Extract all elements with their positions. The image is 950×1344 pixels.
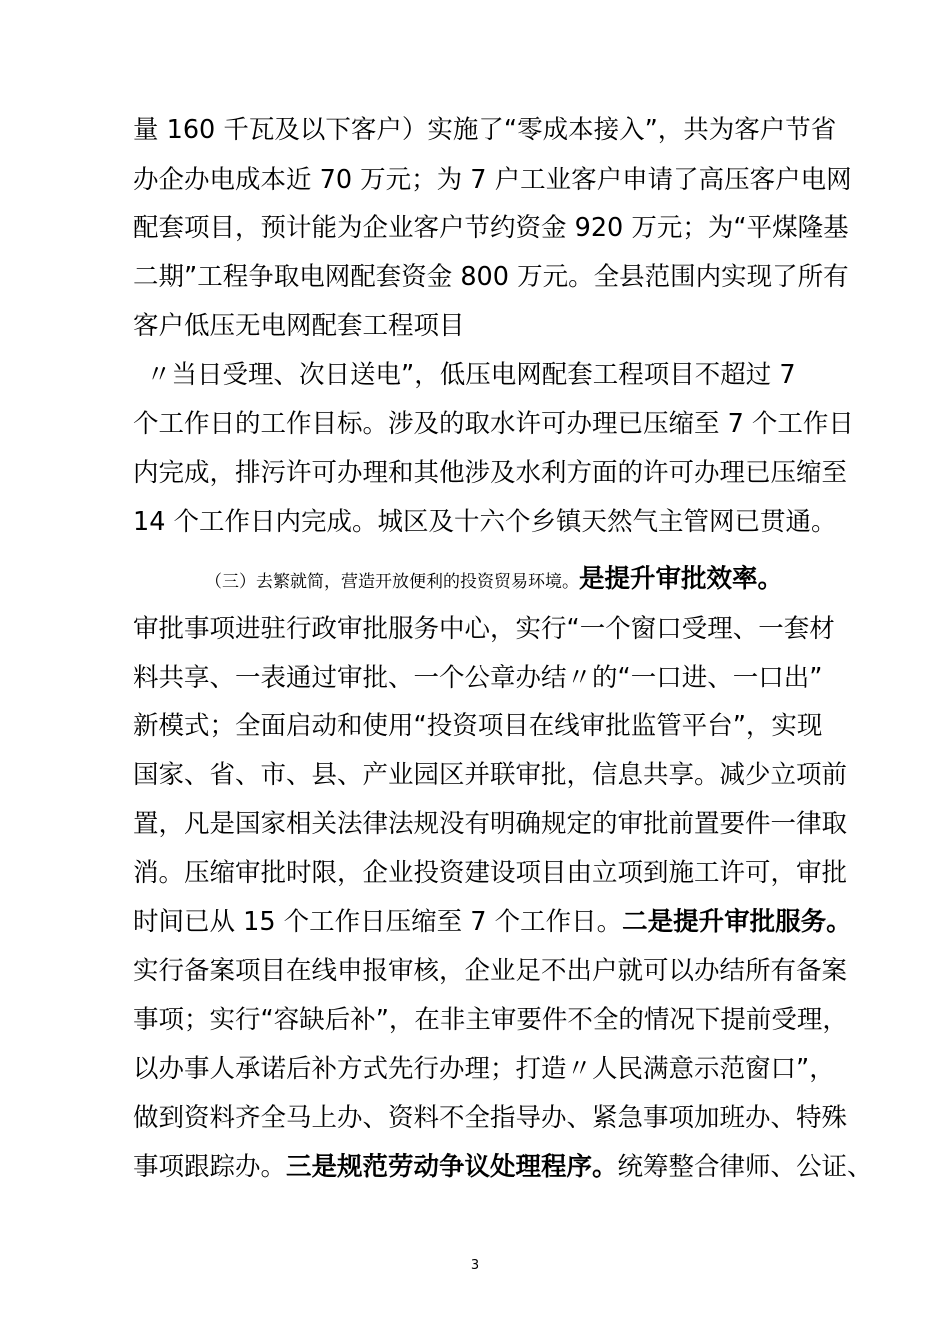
section-heading: （三）去繁就简，营造开放便利的投资贸易环境。 <box>205 572 579 592</box>
text-segment: 事项跟踪办。 <box>133 1152 287 1182</box>
text-line: 置，凡是国家相关法律法规没有明确规定的审批前置要件一律取 <box>133 809 848 839</box>
text-line: 做到资料齐全马上办、资料不全指导办、紧急事项加班办、特殊 <box>133 1103 848 1133</box>
text-segment: 统筹整合律师、公证、 <box>617 1152 873 1182</box>
page-number: 3 <box>470 1258 480 1273</box>
point-title: 二是提升审批服务。 <box>622 907 852 937</box>
text-line: 新模式；全面启动和使用“投资项目在线审批监管平台”，实现 <box>133 711 823 741</box>
text-line: 料共享、一表通过审批、一个公章办结〃的“一口进、一口出” <box>133 663 823 693</box>
text-line: 审批事项进驻行政审批服务中心，实行“一个窗口受理、一套材 <box>133 614 835 644</box>
point-title: 是提升审批效率。 <box>579 564 784 594</box>
text-segment: 时间已从 15 个工作日压缩至 7 个工作日。 <box>133 907 623 937</box>
point-title: 三是规范劳动争议处理程序。 <box>286 1152 618 1182</box>
text-line <box>205 563 783 598</box>
text-line: 二期”工程争取电网配套资金 800 万元。全县范围内实现了所有 <box>133 262 849 292</box>
text-line: 个工作日的工作目标。涉及的取水许可办理已压缩至 7 个工作日 <box>133 409 854 439</box>
text-line: 配套项目，预计能为企业客户节约资金 920 万元；为“平煤隆基 <box>133 213 849 243</box>
text-line <box>133 906 852 938</box>
text-line: 消。压缩审批时限，企业投资建设项目由立项到施工许可，审批 <box>133 858 848 888</box>
text-line: 〃当日受理、次日送电”，低压电网配套工程项目不超过 7 <box>146 360 796 390</box>
text-line: 量 160 千瓦及以下客户）实施了“零成本接入”，共为客户节省 <box>133 115 837 145</box>
text-line: 内完成，排污许可办理和其他涉及水利方面的许可办理已压缩至 <box>133 458 848 488</box>
text-line: 14 个工作日内完成。城区及十六个乡镇天然气主管网已贯通。 <box>133 507 837 537</box>
text-line: 实行备案项目在线申报审核，企业足不出户就可以办结所有备案 <box>133 956 848 986</box>
text-line: 办企办电成本近 70 万元；为 7 户工业客户申请了高压客户电网 <box>133 165 852 195</box>
text-line: 以办事人承诺后补方式先行办理；打造〃人民满意示范窗口”， <box>133 1054 835 1084</box>
text-line: 客户低压无电网配套工程项目 <box>133 311 465 341</box>
text-line: 国家、省、市、县、产业园区并联审批，信息共享。减少立项前 <box>133 760 848 790</box>
text-line <box>133 1151 873 1183</box>
text-line: 事项；实行“容缺后补”，在非主审要件不全的情况下提前受理， <box>133 1005 848 1035</box>
